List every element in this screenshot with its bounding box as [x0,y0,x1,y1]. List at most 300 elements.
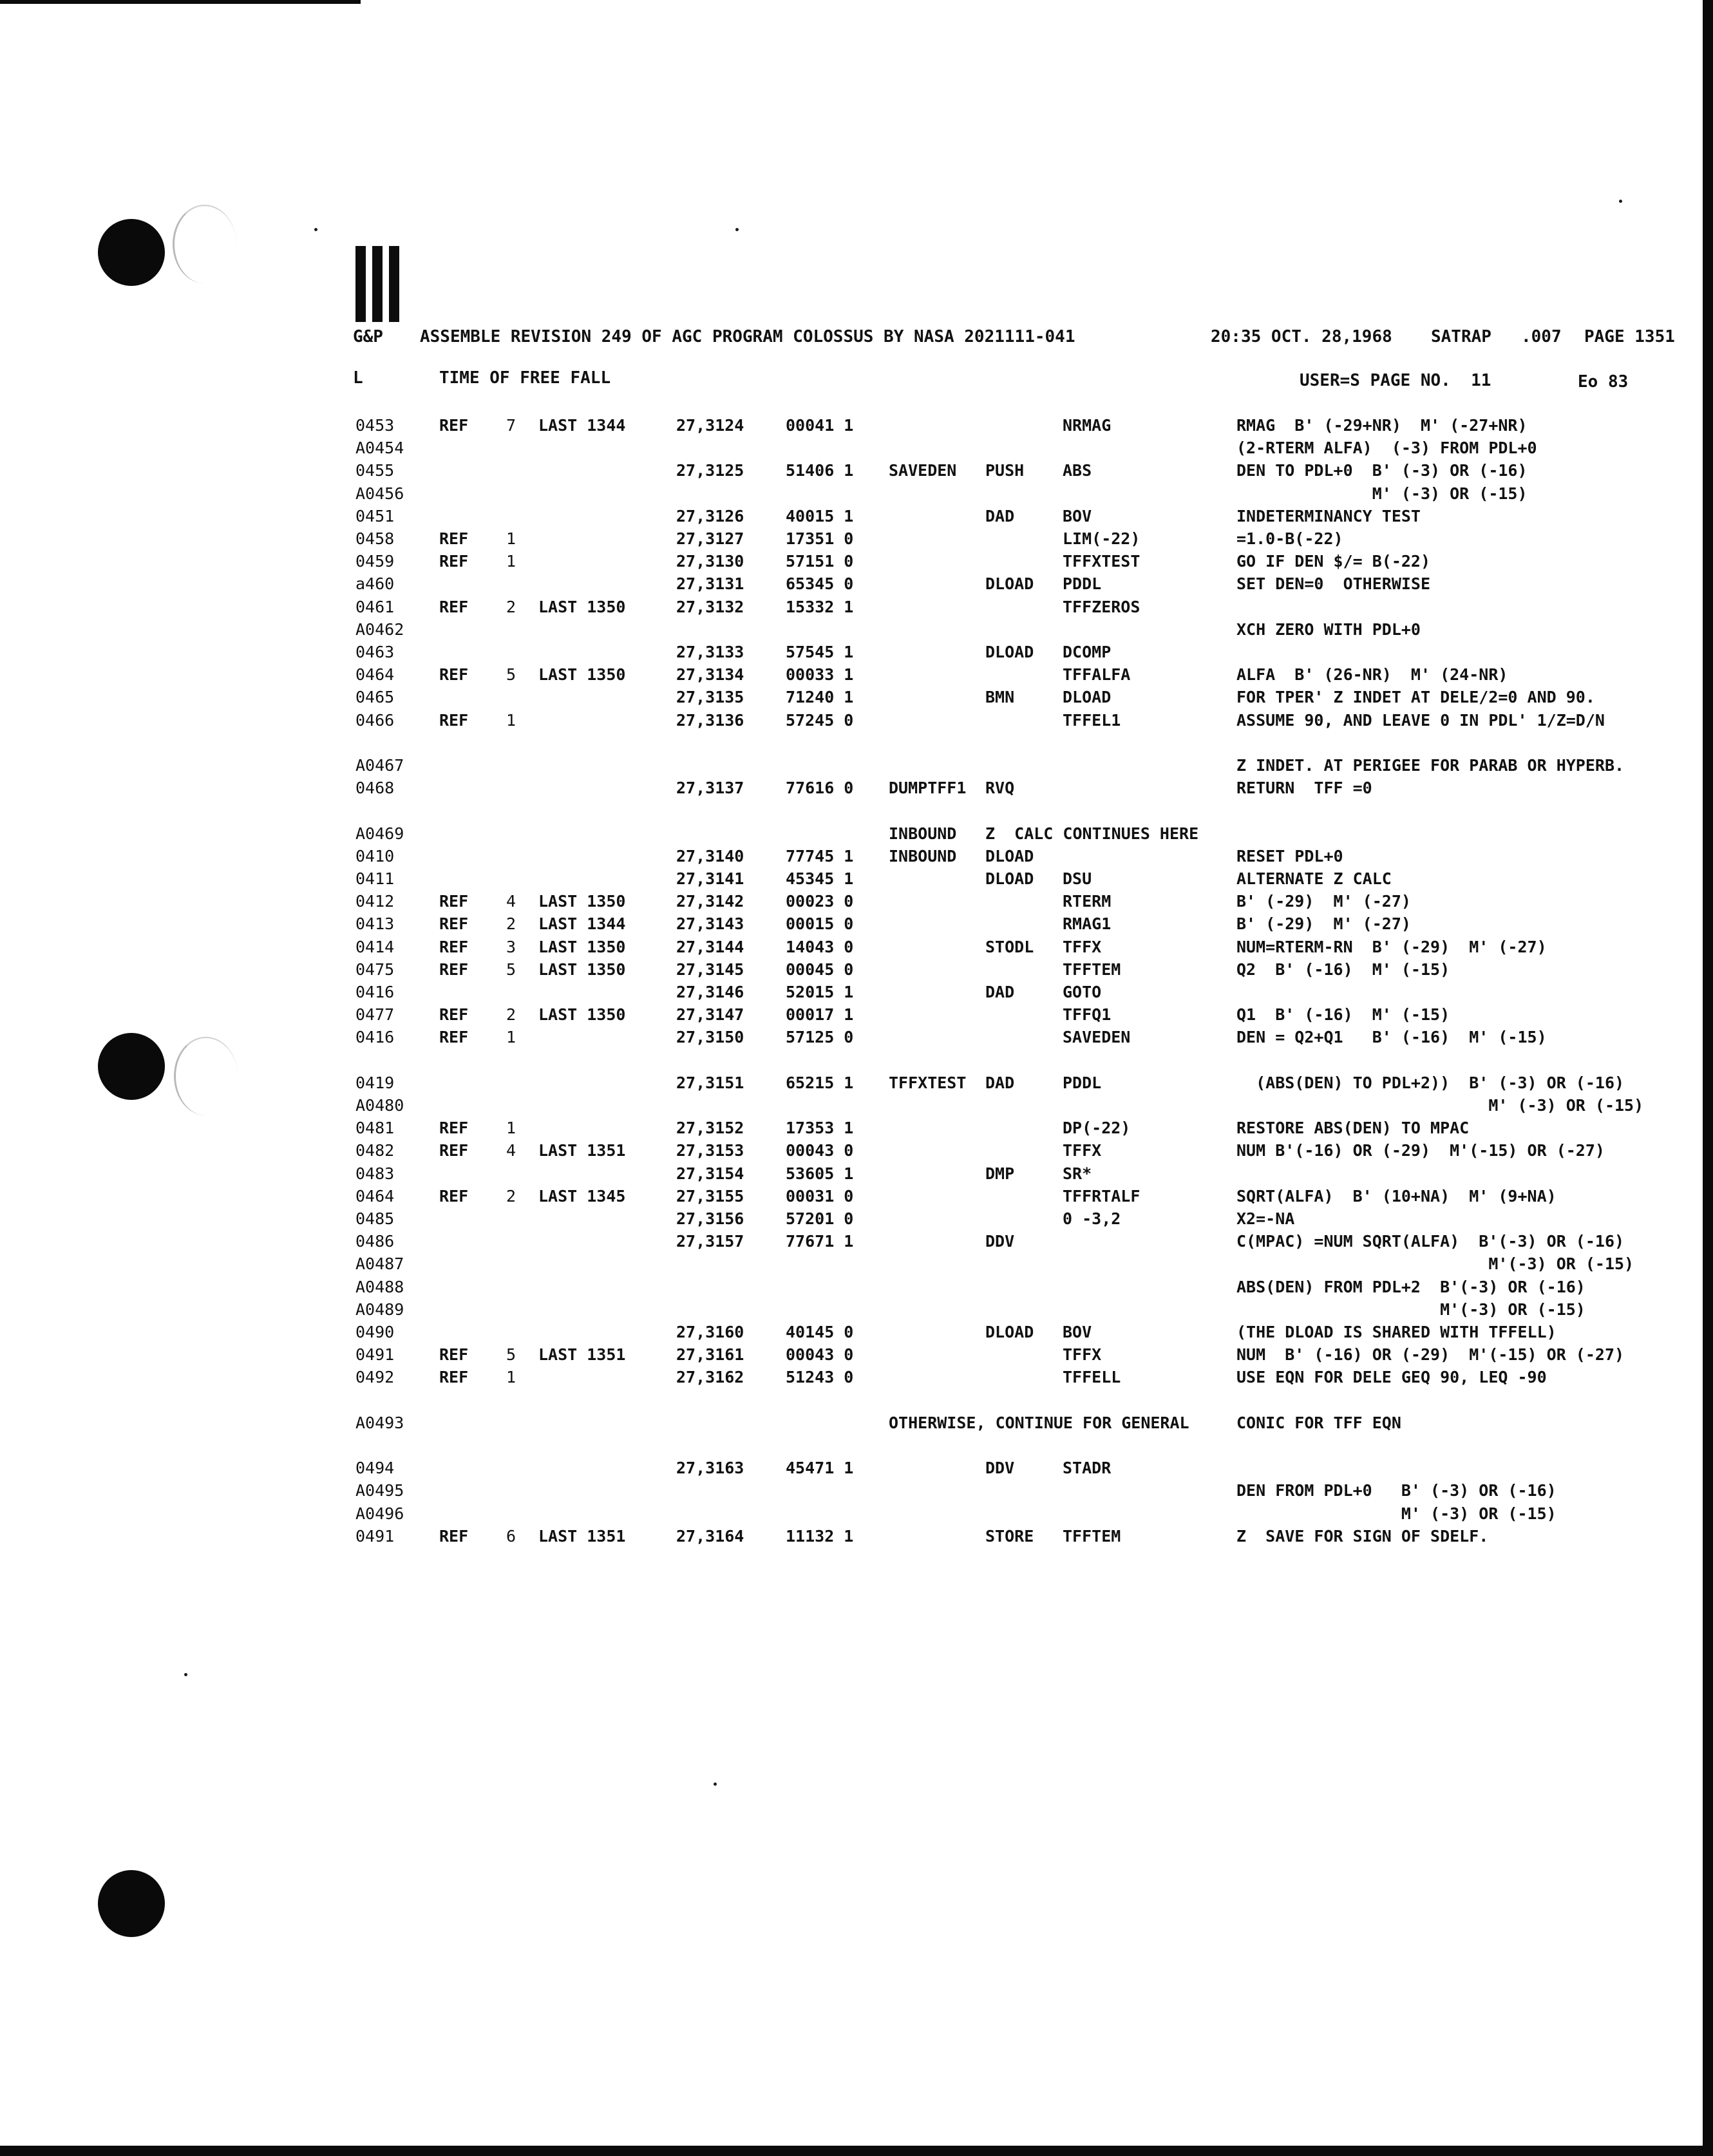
operand-field: NRMAG [1063,416,1112,435]
listing-row [0,1526,1713,1547]
ref-count: 2 [506,1005,516,1024]
label-field: INBOUND [889,847,957,865]
binder-hole-shadow-top [173,205,236,283]
listing-row [0,800,1713,822]
comment-field: M' (-3) OR (-15) [1236,1504,1557,1523]
last-page: LAST 1351 [538,1141,626,1160]
octal-word: 40145 0 [786,1323,854,1341]
line-number: 0455 [355,461,395,480]
operand-field: BOV [1063,507,1092,525]
memory-address: 27,3124 [676,416,744,435]
line-number: 0459 [355,552,395,571]
ref-marker: REF [439,1028,469,1046]
comment-field: INDETERMINANCY TEST [1236,507,1421,525]
comment-field: (2-RTERM ALFA) (-3) FROM PDL+0 [1236,439,1537,457]
operand-field: TFFTEM [1063,960,1121,979]
line-number: 0491 [355,1527,395,1546]
listing-row [0,1163,1713,1185]
header-mark: G&P [353,327,383,346]
last-page: LAST 1345 [538,1187,626,1206]
line-number: 0411 [355,869,395,888]
comment-field: Z INDET. AT PERIGEE FOR PARAB OR HYPERB. [1236,756,1625,775]
line-number: 0416 [355,983,395,1001]
octal-word: 57201 0 [786,1209,854,1228]
last-page: LAST 1350 [538,960,626,979]
ref-marker: REF [439,938,469,956]
octal-word: 11132 1 [786,1527,854,1546]
ref-marker: REF [439,529,469,548]
listing-row [0,460,1713,482]
comment-field: CONIC FOR TFF EQN [1236,1414,1401,1432]
line-number: A0495 [355,1481,404,1500]
octal-word: 77671 1 [786,1232,854,1251]
scan-speck [735,228,739,231]
memory-address: 27,3144 [676,938,744,956]
memory-address: 27,3164 [676,1527,744,1546]
ref-marker: REF [439,711,469,730]
octal-word: 00041 1 [786,416,854,435]
line-number: 0486 [355,1232,395,1251]
line-number: 0477 [355,1005,395,1024]
line-number: A0462 [355,620,404,639]
line-number: 0468 [355,779,395,797]
line-number: A0454 [355,439,404,457]
operand-field: TFFX [1063,938,1102,956]
octal-word: 15332 1 [786,598,854,616]
opcode-field: DLOAD [985,869,1034,888]
comment-field: RMAG B' (-29+NR) M' (-27+NR) [1236,416,1528,435]
section-title: TIME OF FREE FALL [439,368,611,388]
ref-count: 4 [506,1141,516,1160]
operand-field: SAVEDEN [1063,1028,1131,1046]
label-field: INBOUND [889,824,957,843]
memory-address: 27,3130 [676,552,744,571]
listing-row [0,1457,1713,1479]
comment-field: ALFA B' (26-NR) M' (24-NR) [1236,665,1508,684]
line-number: A0489 [355,1300,404,1319]
listing-row [0,891,1713,913]
scan-speck [184,1673,187,1676]
line-number: A0469 [355,824,404,843]
line-number: 0492 [355,1368,395,1386]
ref-marker: REF [439,892,469,911]
ref-count: 1 [506,552,516,571]
line-number: 0483 [355,1164,395,1183]
listing-row [0,1503,1713,1525]
ref-count: 1 [506,1119,516,1137]
listing-row [0,1140,1713,1162]
ref-count: 1 [506,711,516,730]
ref-count: 4 [506,892,516,911]
ref-count: 2 [506,914,516,933]
ref-count: 1 [506,529,516,548]
binder-hole-bottom [98,1870,165,1937]
octal-word: 00023 0 [786,892,854,911]
ref-marker: REF [439,914,469,933]
listing-row [0,664,1713,686]
comment-field: ASSUME 90, AND LEAVE 0 IN PDL' 1/Z=D/N [1236,711,1605,730]
operand-field: DLOAD [1063,688,1112,706]
memory-address: 27,3152 [676,1119,744,1137]
octal-word: 65345 0 [786,574,854,593]
listing-row [0,1072,1713,1094]
operand-field: ABS [1063,461,1092,480]
line-number: A0488 [355,1278,404,1296]
comment-field: RESTORE ABS(DEN) TO MPAC [1236,1119,1470,1137]
line-number: 0458 [355,529,395,548]
memory-address: 27,3143 [676,914,744,933]
last-page: LAST 1350 [538,1005,626,1024]
comment-field: Q2 B' (-16) M' (-15) [1236,960,1450,979]
comment-field: NUM=RTERM-RN B' (-29) M' (-27) [1236,938,1547,956]
line-number: 0491 [355,1345,395,1364]
octal-word: 52015 1 [786,983,854,1001]
listing-row [0,710,1713,732]
line-number: A0467 [355,756,404,775]
memory-address: 27,3146 [676,983,744,1001]
scan-speck [314,228,317,231]
ref-count: 1 [506,1028,516,1046]
operand-field: SR* [1063,1164,1092,1183]
line-number: 0490 [355,1323,395,1341]
listing-row [0,1117,1713,1139]
memory-address: 27,3131 [676,574,744,593]
memory-address: 27,3162 [676,1368,744,1386]
comment-field: USE EQN FOR DELE GEQ 90, LEQ -90 [1236,1368,1547,1386]
listing-row [0,732,1713,754]
line-number: 0413 [355,914,395,933]
comment-field: DEN FROM PDL+0 B' (-3) OR (-16) [1236,1481,1557,1500]
listing-row [0,1480,1713,1502]
memory-address: 27,3141 [676,869,744,888]
comment-field: NUM B' (-16) OR (-29) M'(-15) OR (-27) [1236,1345,1625,1364]
label-field: TFFXTEST [889,1073,967,1092]
listing-row [0,641,1713,663]
listing-row [0,551,1713,572]
line-number: A0480 [355,1096,404,1115]
listing-datetime: 20:35 OCT. 28,1968 [1211,327,1392,346]
operand-field: TFFRTALF [1063,1187,1140,1206]
listing-run: .007 [1521,327,1562,346]
octal-word: 17353 1 [786,1119,854,1137]
line-number: 0464 [355,665,395,684]
line-number: 0475 [355,960,395,979]
column-marker: Eo 83 [1578,372,1629,392]
memory-address: 27,3135 [676,688,744,706]
octal-word: 57125 0 [786,1028,854,1046]
opcode-field: BMN [985,688,1015,706]
comment-field: M' (-3) OR (-15) [1236,484,1528,503]
octal-word: 40015 1 [786,507,854,525]
octal-word: 45345 1 [786,869,854,888]
opcode-field: DMP [985,1164,1015,1183]
octal-word: 57245 0 [786,711,854,730]
listing-row [0,1276,1713,1298]
ref-marker: REF [439,1345,469,1364]
page-top-edge [0,0,361,4]
listing-row [0,1253,1713,1275]
last-page: LAST 1344 [538,416,626,435]
line-number: a460 [355,574,395,593]
octal-word: 51406 1 [786,461,854,480]
listing-row [0,981,1713,1003]
line-number: A0496 [355,1504,404,1523]
line-number: 0464 [355,1187,395,1206]
listing-row [0,777,1713,799]
last-page: LAST 1350 [538,598,626,616]
listing-row [0,1321,1713,1343]
line-number: A0493 [355,1414,404,1432]
operand-field: TFFEL1 [1063,711,1121,730]
memory-address: 27,3147 [676,1005,744,1024]
operand-field: GOTO [1063,983,1102,1001]
ref-count: 3 [506,938,516,956]
listing-row [0,437,1713,459]
listing-row [0,506,1713,527]
opcode-field: RVQ [985,779,1015,797]
comment-field: (ABS(DEN) TO PDL+2)) B' (-3) OR (-16) [1236,1073,1625,1092]
comment-field: NUM B'(-16) OR (-29) M'(-15) OR (-27) [1236,1141,1605,1160]
listing-row [0,823,1713,845]
last-page: LAST 1350 [538,938,626,956]
line-number: 0410 [355,847,395,865]
ref-marker: REF [439,1527,469,1546]
operand-field: TFFQ1 [1063,1005,1112,1024]
comment-field: Z SAVE FOR SIGN OF SDELF. [1236,1527,1489,1546]
listing-row [0,846,1713,867]
comment-field: B' (-29) M' (-27) [1236,892,1411,911]
listing-user: SATRAP [1431,327,1491,346]
comment-field: M'(-3) OR (-15) [1236,1300,1585,1319]
listing-row [0,1050,1713,1072]
line-number: 0416 [355,1028,395,1046]
ref-marker: REF [439,1141,469,1160]
listing-row [0,868,1713,890]
opcode-field: Z CALC CONTINUES HERE [985,824,1199,843]
comment-field: FOR TPER' Z INDET AT DELE/2=0 AND 90. [1236,688,1595,706]
comment-field: ALTERNATE Z CALC [1236,869,1392,888]
listing-row [0,1186,1713,1207]
opcode-field: DAD [985,507,1015,525]
line-number: 0485 [355,1209,395,1228]
listing-row [0,1004,1713,1026]
octal-word: 71240 1 [786,688,854,706]
comment-field: RESET PDL+0 [1236,847,1343,865]
ref-count: 7 [506,416,516,435]
listing-row [0,1344,1713,1366]
listing-row [0,1208,1713,1230]
ref-marker: REF [439,1187,469,1206]
operand-field: TFFX [1063,1141,1102,1160]
octal-word: 00015 0 [786,914,854,933]
comment-field: SET DEN=0 OTHERWISE [1236,574,1431,593]
line-number: 0482 [355,1141,395,1160]
operand-field: PDDL [1063,574,1102,593]
comment-field: XCH ZERO WITH PDL+0 [1236,620,1421,639]
opcode-field: DAD [985,1073,1015,1092]
operand-field: STADR [1063,1459,1112,1477]
operand-field: DCOMP [1063,643,1112,661]
last-page: LAST 1344 [538,914,626,933]
octal-word: 00043 0 [786,1345,854,1364]
ref-count: 5 [506,1345,516,1364]
opcode-field: DDV [985,1232,1015,1251]
user-page-number: USER=S PAGE NO. 11 [1300,371,1491,390]
line-number: 0494 [355,1459,395,1477]
comment-field: B' (-29) M' (-27) [1236,914,1411,933]
line-number: A0456 [355,484,404,503]
operand-field: 0 -3,2 [1063,1209,1121,1228]
opcode-field: PUSH [985,461,1025,480]
operand-field: TFFALFA [1063,665,1131,684]
memory-address: 27,3137 [676,779,744,797]
memory-address: 27,3153 [676,1141,744,1160]
listing-row [0,528,1713,550]
octal-word: 77616 0 [786,779,854,797]
line-number: A0487 [355,1254,404,1273]
comment-field: DEN TO PDL+0 B' (-3) OR (-16) [1236,461,1528,480]
memory-address: 27,3163 [676,1459,744,1477]
line-number: 0453 [355,416,395,435]
listing-row [0,1095,1713,1117]
listing-row [0,573,1713,595]
operand-field: RTERM [1063,892,1112,911]
comment-field: Q1 B' (-16) M' (-15) [1236,1005,1450,1024]
line-number: 0414 [355,938,395,956]
label-field: SAVEDEN [889,461,957,480]
line-number: 0463 [355,643,395,661]
line-number: 0466 [355,711,395,730]
memory-address: 27,3154 [676,1164,744,1183]
last-page: LAST 1351 [538,1345,626,1364]
listing-row [0,1299,1713,1321]
line-number: 0465 [355,688,395,706]
memory-address: 27,3132 [676,598,744,616]
ref-count: 5 [506,665,516,684]
operand-field: BOV [1063,1323,1092,1341]
comment-field: C(MPAC) =NUM SQRT(ALFA) B'(-3) OR (-16) [1236,1232,1625,1251]
operand-field: TFFZEROS [1063,598,1140,616]
opcode-field: DDV [985,1459,1015,1477]
listing-row [0,596,1713,618]
listing-row [0,936,1713,958]
comment-field: SQRT(ALFA) B' (10+NA) M' (9+NA) [1236,1187,1557,1206]
line-number: 0461 [355,598,395,616]
comment-field: ABS(DEN) FROM PDL+2 B'(-3) OR (-16) [1236,1278,1585,1296]
listing-row [0,755,1713,777]
listing-row [0,686,1713,708]
opcode-field: DLOAD [985,1323,1034,1341]
listing-row [0,1412,1713,1434]
listing-row [0,959,1713,981]
ref-marker: REF [439,1368,469,1386]
octal-word: 53605 1 [786,1164,854,1183]
memory-address: 27,3160 [676,1323,744,1341]
comment-field: M' (-3) OR (-15) [1236,1096,1644,1115]
ref-marker: REF [439,598,469,616]
opcode-field: DLOAD [985,574,1034,593]
octal-word: 51243 0 [786,1368,854,1386]
listing-row [0,1026,1713,1048]
memory-address: 27,3155 [676,1187,744,1206]
octal-word: 00017 1 [786,1005,854,1024]
ref-count: 5 [506,960,516,979]
line-number: 0412 [355,892,395,911]
opcode-field: DAD [985,983,1015,1001]
scan-speck [714,1782,717,1786]
memory-address: 27,3126 [676,507,744,525]
binder-hole-top [98,219,165,286]
page-bottom-edge [0,2146,1713,2156]
octal-word: 00031 0 [786,1187,854,1206]
last-page: LAST 1350 [538,665,626,684]
octal-word: 57545 1 [786,643,854,661]
memory-address: 27,3134 [676,665,744,684]
operand-field: DP(-22) [1063,1119,1131,1137]
opcode-field: DLOAD [985,643,1034,661]
ref-marker: REF [439,665,469,684]
ref-marker: REF [439,552,469,571]
listing-row [0,619,1713,641]
memory-address: 27,3125 [676,461,744,480]
comment-field: X2=-NA [1236,1209,1295,1228]
line-number: 0481 [355,1119,395,1137]
opcode-field: STORE [985,1527,1034,1546]
line-number: 0451 [355,507,395,525]
operand-field: DSU [1063,869,1092,888]
label-field: OTHERWISE, CONTINUE FOR GENERAL [889,1414,1189,1432]
memory-address: 27,3157 [676,1232,744,1251]
ref-marker: REF [439,960,469,979]
octal-word: 00043 0 [786,1141,854,1160]
section-code: L [353,368,363,388]
memory-address: 27,3136 [676,711,744,730]
listing-row [0,913,1713,935]
line-number: 0419 [355,1073,395,1092]
memory-address: 27,3140 [676,847,744,865]
operand-field: TFFTEM [1063,1527,1121,1546]
listing-row [0,1390,1713,1412]
octal-word: 17351 0 [786,529,854,548]
opcode-field: DLOAD [985,847,1034,865]
operand-field: PDDL [1063,1073,1102,1092]
octal-word: 45471 1 [786,1459,854,1477]
octal-word: 00033 1 [786,665,854,684]
memory-address: 27,3156 [676,1209,744,1228]
operand-field: TFFX [1063,1345,1102,1364]
memory-address: 27,3142 [676,892,744,911]
ref-count: 2 [506,1187,516,1206]
last-page: LAST 1350 [538,892,626,911]
octal-word: 57151 0 [786,552,854,571]
last-page: LAST 1351 [538,1527,626,1546]
ref-marker: REF [439,1119,469,1137]
scan-speck [1619,200,1622,203]
comment-field: M'(-3) OR (-15) [1236,1254,1634,1273]
comment-field: RETURN TFF =0 [1236,779,1372,797]
memory-address: 27,3133 [676,643,744,661]
octal-word: 77745 1 [786,847,854,865]
listing-row [0,1231,1713,1253]
comment-field: =1.0-B(-22) [1236,529,1343,548]
comment-field: DEN = Q2+Q1 B' (-16) M' (-15) [1236,1028,1547,1046]
listing-row [0,483,1713,505]
memory-address: 27,3145 [676,960,744,979]
comment-field: (THE DLOAD IS SHARED WITH TFFELL) [1236,1323,1557,1341]
opcode-field: STODL [985,938,1034,956]
operand-field: TFFELL [1063,1368,1121,1386]
label-field: DUMPTFF1 [889,779,967,797]
